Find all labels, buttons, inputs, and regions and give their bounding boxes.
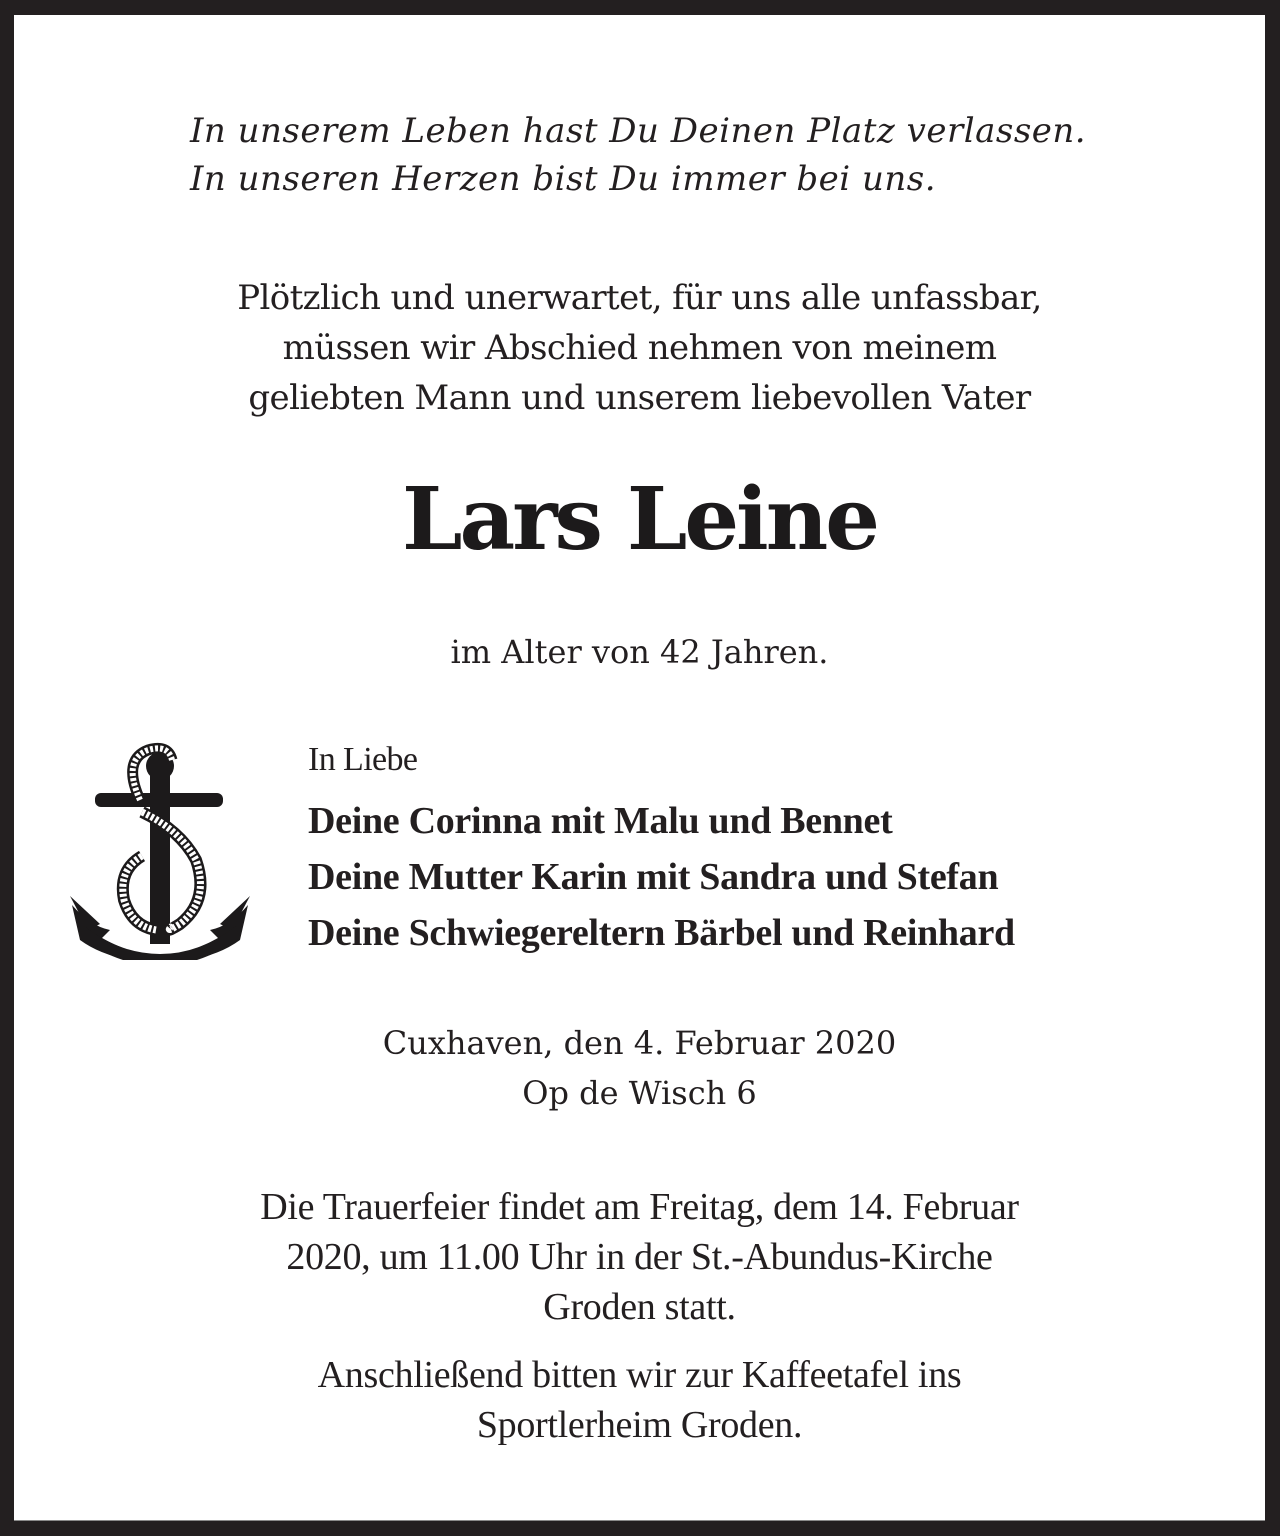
family-member-line: Deine Mutter Karin mit Sandra und Stefan [308, 856, 999, 898]
ceremony-line: Die Trauerfeier findet am Freitag, dem 14. Februar [260, 1186, 1019, 1228]
deceased-name: Lars Leine [402, 469, 877, 570]
ceremony-line: Groden statt. [543, 1286, 736, 1328]
family-list [308, 793, 1015, 961]
place-date-line: Cuxhaven, den 4. Februar 2020 [382, 1024, 897, 1062]
reception-info [14, 1350, 1265, 1450]
reception-line: Sportlerheim Groden. [476, 1404, 803, 1446]
mourners-block [308, 733, 1015, 961]
mourners-heading: In Liebe [308, 741, 418, 778]
motto-line: In unseren Herzen bist Du immer bei uns. [190, 159, 937, 199]
intro-line: Plötzlich und unerwartet, für uns alle unfassbar, [237, 278, 1042, 318]
intro-text [14, 273, 1265, 423]
ceremony-line: 2020, um 11.00 Uhr in der St.-Abundus-Kirche [286, 1236, 993, 1278]
funeral-ceremony-info [14, 1182, 1265, 1332]
reception-line: Anschließend bitten wir zur Kaffeetafel ins [317, 1354, 962, 1396]
family-member-line: Deine Corinna mit Malu und Bennet [308, 800, 893, 842]
obituary-notice [14, 15, 1265, 1520]
address-line: Op de Wisch 6 [522, 1074, 757, 1112]
intro-line: geliebten Mann und unserem liebevollen Vater [248, 378, 1031, 418]
motto-line: In unserem Leben hast Du Deinen Platz verlassen. [190, 111, 1087, 151]
intro-line: müssen wir Abschied nehmen von meinem [282, 328, 997, 368]
anchor-with-rope-icon [60, 730, 250, 960]
place-and-date [14, 1018, 1265, 1118]
age-line: im Alter von 42 Jahren. [450, 633, 829, 671]
family-member-line: Deine Schwiegereltern Bärbel und Reinhard [308, 912, 1015, 954]
motto-verse [190, 107, 1086, 203]
